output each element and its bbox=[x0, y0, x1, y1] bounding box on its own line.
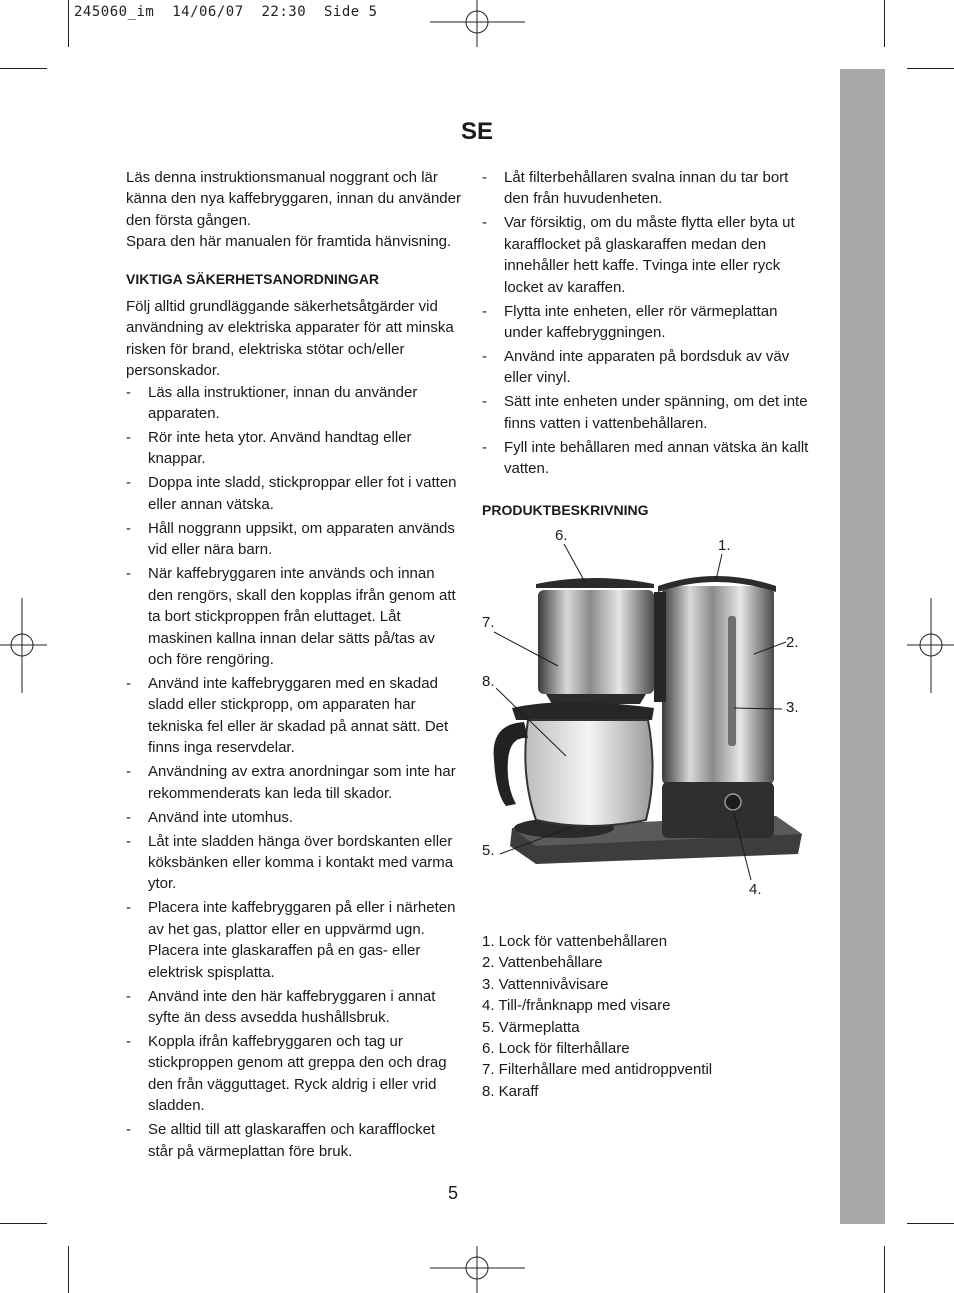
crop-mark bbox=[0, 68, 47, 69]
callout-2: 2. bbox=[786, 634, 799, 651]
list-item: - Flytta inte enheten, eller rör värmeplattan under kaffebryggningen. bbox=[482, 301, 817, 344]
list-item: - Se alltid till att glaskaraffen och karafflocket står på värmeplattan före bruk. bbox=[126, 1119, 461, 1162]
coffee-maker-diagram bbox=[476, 524, 816, 904]
crop-mark bbox=[884, 1246, 885, 1293]
list-item: 5. Värmeplatta bbox=[482, 1018, 580, 1036]
intro-paragraph: Spara den här manualen för framtida hänvisning. bbox=[126, 233, 452, 251]
list-item: - Doppa inte sladd, stickproppar eller fot i vatten eller annan vätska. bbox=[126, 472, 461, 515]
right-column bbox=[482, 167, 817, 527]
list-item: - Fyll inte behållaren med annan vätska än kallt vatten. bbox=[482, 437, 817, 480]
print-slug: 245060_im 14/06/07 22:30 Side 5 bbox=[74, 4, 378, 20]
crop-mark bbox=[884, 0, 885, 47]
side-tab bbox=[840, 69, 885, 1224]
registration-mark-bottom bbox=[430, 1246, 525, 1293]
list-item: - Sätt inte enheten under spänning, om det inte finns vatten i vattenbehållaren. bbox=[482, 391, 817, 434]
parts-list bbox=[482, 931, 712, 1102]
callout-7: 7. bbox=[482, 614, 495, 631]
list-item: - Använd inte utomhus. bbox=[126, 807, 461, 828]
list-item: - Läs alla instruktioner, innan du använder apparaten. bbox=[126, 382, 461, 425]
safety-heading: VIKTIGA SÄKERHETSANORDNINGAR bbox=[126, 270, 380, 287]
page-number: 5 bbox=[448, 1183, 459, 1203]
registration-mark-right bbox=[907, 598, 954, 693]
list-item: - Rör inte heta ytor. Använd handtag eller knappar. bbox=[126, 427, 461, 470]
list-item: 4. Till-/frånknapp med visare bbox=[482, 997, 671, 1015]
list-item: - Placera inte kaffebryggaren på eller i närheten av het gas, plattor eller en uppvärmd ugn. Placera inte glaskaraffen på en gas- eller elektrisk spisplatta. bbox=[126, 897, 461, 983]
power-button bbox=[725, 794, 741, 810]
intro-paragraph: Läs denna instruktionsmanual noggrant och lär känna den nya kaffebryggaren, innan du använder den första gången. bbox=[126, 169, 461, 229]
list-item: 3. Vattennivåvisare bbox=[482, 975, 609, 993]
carafe-handle bbox=[494, 722, 528, 806]
list-item: - Använd inte apparaten på bordsduk av väv eller vinyl. bbox=[482, 346, 817, 389]
language-heading: SE bbox=[460, 118, 493, 145]
list-item: - Använd inte den här kaffebryggaren i annat syfte än dess avsedda hushållsbruk. bbox=[126, 986, 461, 1029]
water-level-window bbox=[728, 616, 736, 746]
registration-mark-top bbox=[430, 0, 525, 47]
list-item: - Användning av extra anordningar som inte har rekommenderats kan leda till skador. bbox=[126, 761, 461, 804]
carafe-lid bbox=[512, 702, 654, 720]
list-item: 2. Vattenbehållare bbox=[482, 954, 603, 972]
safety-intro: Följ alltid grundläggande säkerhetsåtgärder vid användning av elektriska apparater för att minska risken för brand, elektriska stötar och/eller personskador. bbox=[126, 298, 454, 380]
list-item: - Låt inte sladden hänga över bordskanten eller köksbänken eller komma i kontakt med varma ytor. bbox=[126, 831, 461, 895]
crop-mark bbox=[68, 0, 69, 47]
registration-mark-left bbox=[0, 598, 47, 693]
safety-list bbox=[126, 382, 461, 1162]
crop-mark bbox=[0, 1223, 47, 1224]
callout-6: 6. bbox=[555, 527, 568, 544]
list-item: - Var försiktig, om du måste flytta eller byta ut karafflocket på glaskaraffen medan den innehåller hett kaffe. Tvinga inte eller ryck locket av karaffen. bbox=[482, 212, 817, 298]
filter-holder bbox=[538, 590, 654, 694]
filter-lid bbox=[536, 578, 654, 588]
water-reservoir bbox=[662, 586, 774, 786]
safety-list-continued bbox=[482, 167, 817, 480]
list-item: - Använd inte kaffebryggaren med en skadad sladd eller stickpropp, om apparaten har tekniska fel eller är skadad på annat sätt. Det finns inga reservdelar. bbox=[126, 673, 461, 759]
list-item: 6. Lock för filterhållare bbox=[482, 1040, 630, 1058]
left-column bbox=[126, 167, 461, 1165]
list-item: - När kaffebryggaren inte används och innan den rengörs, skall den kopplas ifrån genom att ta bort stickproppen från eluttaget. Låt maskinen kallna innan delar sätts på/tas av och före rengöring. bbox=[126, 563, 461, 670]
callout-5: 5. bbox=[482, 842, 495, 859]
list-item: - Låt filterbehållaren svalna innan du tar bort den från huvudenheten. bbox=[482, 167, 817, 210]
list-item: 7. Filterhållare med antidroppventil bbox=[482, 1061, 713, 1079]
callout-8: 8. bbox=[482, 673, 495, 690]
list-item: 8. Karaff bbox=[482, 1082, 539, 1100]
list-item: 1. Lock för vattenbehållaren bbox=[482, 933, 668, 950]
carafe-body bbox=[525, 720, 652, 826]
callout-3: 3. bbox=[786, 699, 799, 716]
list-item: - Håll noggrann uppsikt, om apparaten används vid eller nära barn. bbox=[126, 518, 461, 561]
crop-mark bbox=[68, 1246, 69, 1293]
product-heading: PRODUKTBESKRIVNING bbox=[482, 501, 649, 518]
crop-mark bbox=[907, 68, 954, 69]
callout-1: 1. bbox=[718, 537, 731, 554]
callout-4: 4. bbox=[749, 881, 762, 898]
list-item: - Koppla ifrån kaffebryggaren och tag ur stickproppen genom att greppa den och drag den från vägguttaget. Ryck aldrig i eller vrid sladden. bbox=[126, 1031, 461, 1117]
crop-mark bbox=[907, 1223, 954, 1224]
